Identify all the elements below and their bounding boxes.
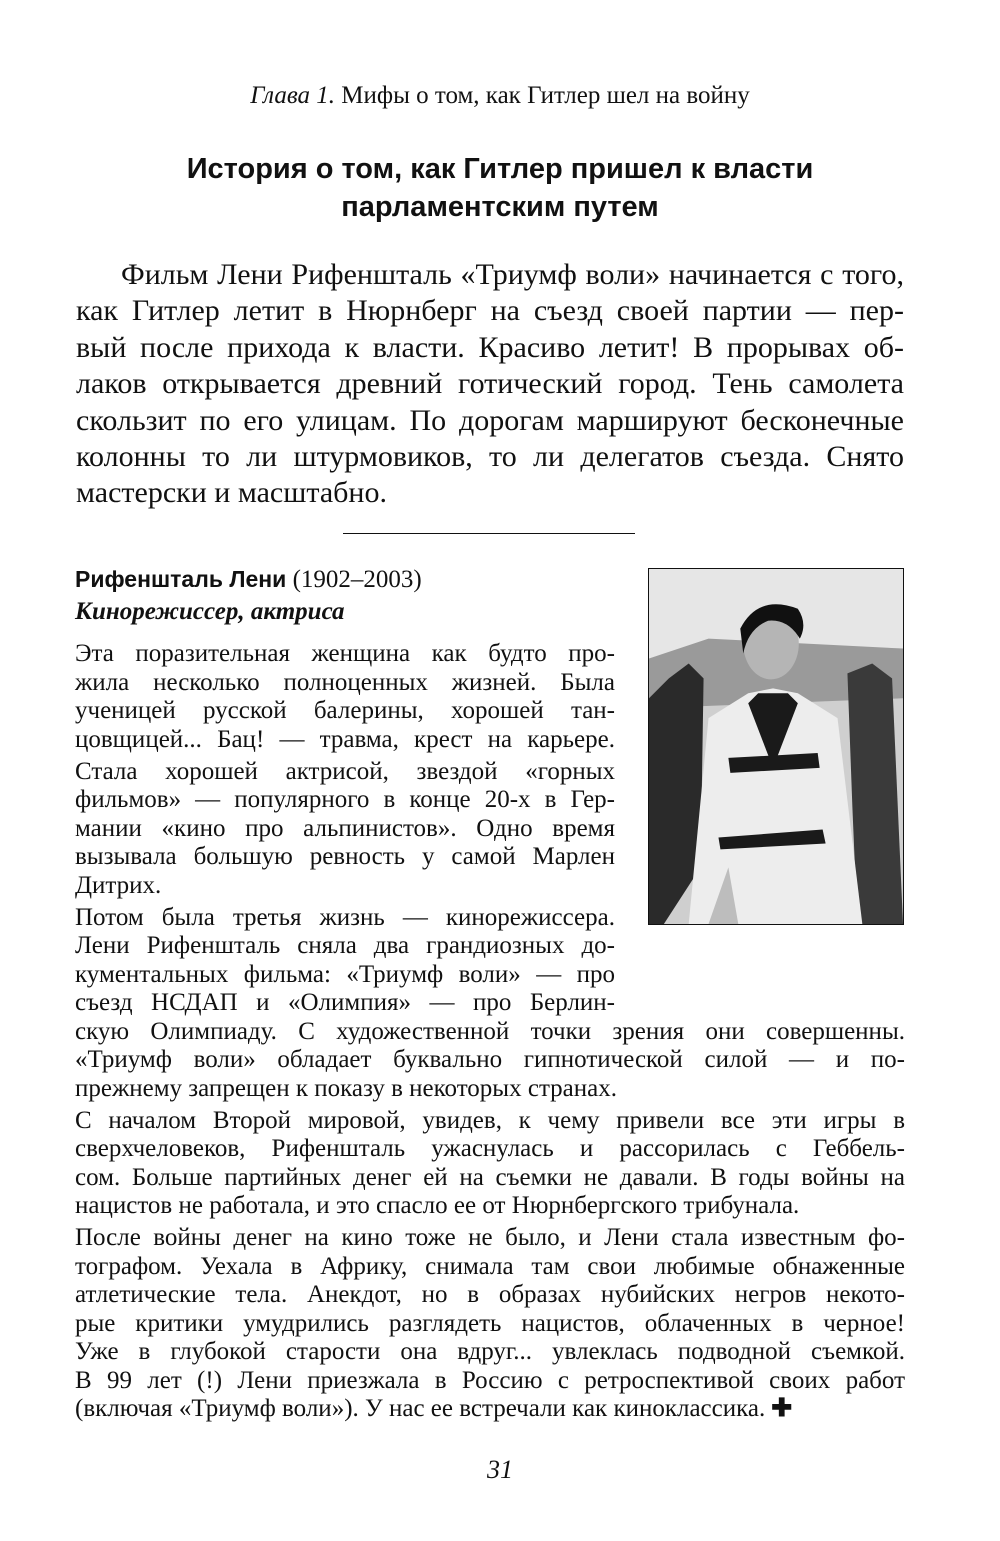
page-number: 31 xyxy=(487,1455,513,1484)
end-cross-icon: ✚ xyxy=(771,1395,793,1422)
sidebar-line: Эта поразительная женщина как будто про- xyxy=(75,640,615,667)
intro-line: Фильм Лени Рифеншталь «Триумф воли» начинается с того, xyxy=(121,258,904,291)
sidebar-line: сом. Больше партийных денег ей на съемки не давали. В годы войны на xyxy=(75,1163,905,1191)
sidebar-text xyxy=(75,640,905,1424)
sidebar-line: тографом. Уехала в Африку, снимала там свои любимые обнаженные xyxy=(75,1252,905,1280)
sidebar-line: Лени Рифеншталь сняла два грандиозных до- xyxy=(75,932,615,959)
person-name: Рифеншталь Лени xyxy=(75,566,287,592)
sidebar-line: С началом Второй мировой, увидев, к чему привели все эти игры в xyxy=(75,1106,905,1134)
intro-line: лаков открывается древний готический город. Тень самолета xyxy=(76,367,904,401)
section-title xyxy=(80,150,920,226)
sidebar-line: «Триумф воли» обладает буквально гипнотической силой — и по- xyxy=(75,1046,905,1073)
sidebar-line: Потом была третья жизнь — кинорежиссера. xyxy=(75,903,615,931)
intro-line: мастерски и масштабно. xyxy=(76,476,387,510)
sidebar-heading xyxy=(75,563,422,628)
sidebar-line: прежнему запрещен к показу в некоторых странах. xyxy=(75,1074,617,1102)
sidebar-line: кументальных фильма: «Триумф воли» — про xyxy=(75,960,615,988)
section-title-line: История о том, как Гитлер пришел к власти xyxy=(186,153,814,185)
sidebar-line: атлетические тела. Анекдот, но в образах нубийских негров некото- xyxy=(75,1281,905,1308)
sidebar-line: цовщицей... Бац! — травма, крест на карьере. xyxy=(75,725,615,753)
sidebar-line: ученицей русской балерины, хорошей тан- xyxy=(75,697,615,724)
sidebar-line: фильмов» — популярного в конце 20-х в Гер- xyxy=(75,786,615,813)
sidebar-line: Уже в глубокой старости она вдруг... увлеклась подводной съемкой. xyxy=(75,1338,905,1365)
section-title-line: парламентским путем xyxy=(341,191,659,223)
running-head xyxy=(0,82,1000,110)
intro-line: вый после прихода к власти. Красиво летит! В прорывах об- xyxy=(76,330,904,364)
sidebar-line: вызывала большую ревность у самой Марлен xyxy=(75,843,615,870)
sidebar-line: Дитрих. xyxy=(75,871,162,899)
person-role: Кинорежиссер, актриса xyxy=(75,598,345,625)
section-divider xyxy=(343,533,635,534)
intro-paragraph xyxy=(76,257,904,512)
sidebar-line-text: (включая «Триумф воли»). У нас ее встречали как киноклассика. xyxy=(75,1395,766,1422)
sidebar-line: сверхчеловеков, Рифеншталь ужаснулась и рассорилась с Геббель- xyxy=(75,1135,905,1162)
sidebar-line: жила несколько полноценных жизней. Была xyxy=(75,668,615,696)
intro-line: колонны то ли штурмовиков, то ли делегатов съезда. Снято xyxy=(76,439,904,473)
sidebar-line xyxy=(75,1395,905,1424)
sidebar-line: В 99 лет (!) Лени приезжала в Россию с ретроспективой своих работ xyxy=(75,1366,905,1394)
sidebar-line: После войны денег на кино тоже не было, и Лени стала известным фо- xyxy=(75,1224,905,1251)
chapter-title: Мифы о том, как Гитлер шел на войну xyxy=(341,82,750,109)
chapter-label: Глава 1. xyxy=(250,82,336,109)
intro-line: как Гитлер летит в Нюрнберг на съезд своей партии — пер- xyxy=(76,294,904,328)
sidebar-line: нацистов не работала, и это спасло ее от Нюрнбергского трибунала. xyxy=(75,1192,800,1219)
sidebar-line: мании «кино про альпинистов». Одно время xyxy=(75,814,615,842)
intro-line: скользит по его улицам. По дорогам маршируют бесконечные xyxy=(76,403,904,437)
person-years: (1902–2003) xyxy=(292,566,422,593)
sidebar-line: скую Олимпиаду. С художественной точки зрения они совершенны. xyxy=(75,1017,905,1045)
sidebar-line: Стала хорошей актрисой, звездой «горных xyxy=(75,757,615,785)
sidebar-line: рые критики умудрились разглядеть нацистов, облаченных в черное! xyxy=(75,1309,905,1337)
sidebar-line: съезд НСДАП и «Олимпия» — про Берлин- xyxy=(75,989,615,1016)
